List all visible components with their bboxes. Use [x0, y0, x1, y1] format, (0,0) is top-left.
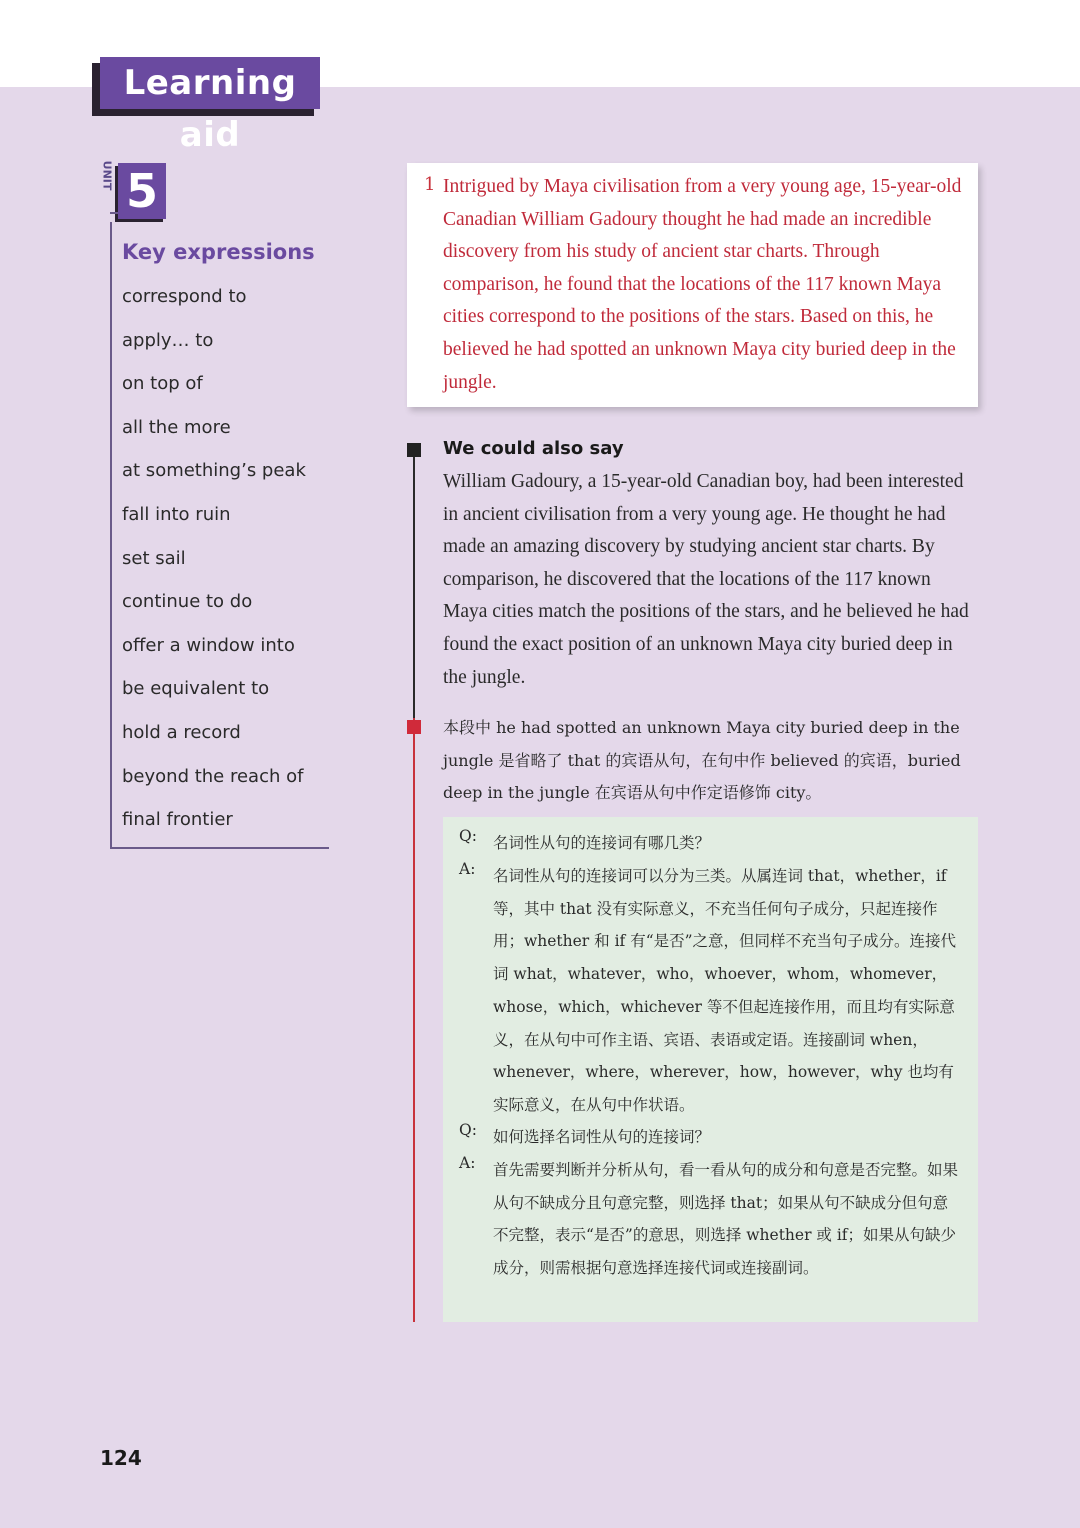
- key-expression-item: final frontier: [122, 809, 233, 831]
- section-timeline-line: [413, 450, 415, 1322]
- header-banner-title: Learning aid: [100, 57, 320, 109]
- quote-number: 1: [424, 174, 436, 195]
- key-expression-item: on top of: [122, 373, 203, 395]
- key-expression-item: at something’s peak: [122, 460, 306, 482]
- key-expressions-rule-vertical: [110, 222, 112, 849]
- key-expression-item: fall into ruin: [122, 503, 231, 525]
- unit-rule-tick: [110, 212, 118, 214]
- key-expressions-title: Key expressions: [122, 240, 315, 264]
- also-say-title: We could also say: [443, 438, 624, 459]
- qa-text: 如何选择名词性从句的连接词？: [493, 1128, 711, 1146]
- qa-text: 名词性从句的连接词有哪几类？: [493, 834, 711, 852]
- also-say-marker: [407, 443, 421, 457]
- qa-text: 名词性从句的连接词可以分为三类。从属连词 that，whether，if 等，其中 that 没有实际意义，不充当任何句子成分，只起连接作用；whether 和 if 有“是否”之意，但同样不充当句子成分。连接代词 what，whatever，who，whoever，whom，whomever，whose，which，whichever 等不但起连接作用，而且均有实际意义，在从句中可作主语、宾语、表语或定语。连接副词 when，whenever，where，wherever，how，however，why 也均有实际意义，在从句中作状语。: [493, 867, 957, 1114]
- key-expression-item: continue to do: [122, 591, 253, 613]
- quote-text: Intrigued by Maya civilisation from a very young age, 15-year-old Canadian William Gadoury thought he had made an incredible discovery from his study of ancient star charts. Through comparison, he found that the locations of the 117 known Maya cities correspond to the positions of the stars. Based on this, he believed he had spotted an unknown Maya city buried deep in the jungle.: [443, 176, 962, 393]
- key-expressions-list: [122, 281, 306, 848]
- qa-text: 首先需要判断并分析从句，看一看从句的成分和句意是否完整。如果从句不缺成分且句意完整，则选择 that；如果从句不缺成分但句意不完整，表示“是否”的意思，则选择 whether 或 if；如果从句缺少成分，则需根据句意选择连接代词或连接副词。: [493, 1161, 959, 1278]
- key-expression-item: correspond to: [122, 286, 247, 307]
- key-expression-item: be equivalent to: [122, 678, 270, 700]
- qa-label: Q:: [459, 827, 477, 845]
- qa-label: Q:: [459, 1121, 477, 1139]
- note-marker: [407, 720, 421, 734]
- grammar-note-text: 本段中 he had spotted an unknown Maya city buried deep in the jungle 是省略了 that 的宾语从句，在句中作 believed 的宾语，buried deep in the jungle 在宾语从句中作定语修饰 city。: [443, 718, 961, 803]
- also-say-text: William Gadoury, a 15-year-old Canadian boy, had been interested in ancient civilisation from a very young age. He thought he had made an amazing discovery by studying ancient star charts. By comparison, he discovered that the locations of the 117 known Maya cities match the positions of the stars, and he believed he had found the exact position of an unknown Maya city buried deep in the jungle.: [443, 471, 969, 688]
- page-number: 124: [100, 1446, 142, 1470]
- qa-label: A:: [459, 860, 476, 878]
- unit-label-text: UNIT: [100, 160, 114, 191]
- key-expression-item: beyond the reach of: [122, 765, 304, 787]
- key-expression-item: apply… to: [122, 329, 214, 351]
- qa-label: A:: [459, 1154, 476, 1172]
- key-expression-item: offer a window into: [122, 634, 295, 656]
- unit-number-badge: 5: [118, 163, 166, 219]
- key-expression-item: all the more: [122, 416, 231, 438]
- key-expression-item: hold a record: [122, 721, 241, 743]
- key-expression-item: set sail: [122, 547, 186, 569]
